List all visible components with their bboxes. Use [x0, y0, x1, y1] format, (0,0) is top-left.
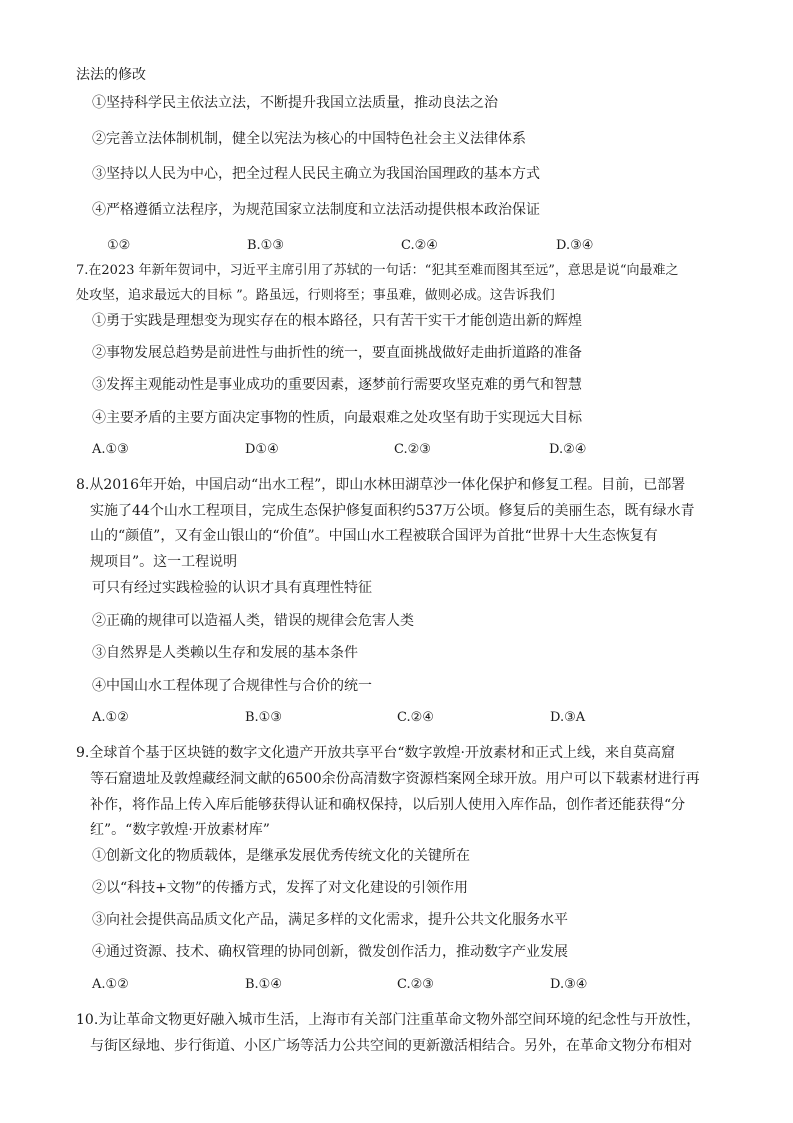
q9-stem-line-3: 补作，将作品上传入库后能够获得认证和确权保持，以后别人使用入库作品，创作者还能获得“分	[90, 797, 686, 813]
q8-option-b: B.①③	[245, 710, 282, 725]
q6-item-4: ④严格遵循立法程序，为规范国家立法制度和立法活动提供根本政治保证	[92, 202, 540, 218]
q7-item-4: ④主要矛盾的主要方面决定事物的性质，向最艰难之处攻坚有助于实现远大目标	[92, 410, 582, 426]
q7-option-c: C.②③	[394, 442, 431, 457]
q9-option-b: B.①④	[245, 977, 282, 992]
q6-item-1: ①坚持科学民主依法立法，不断提升我国立法质量，推动良法之治	[92, 95, 498, 111]
q8-item-4: ④中国山水工程体现了合规律性与合价的统一	[92, 678, 372, 694]
q6-option-d: D.③④	[556, 238, 594, 253]
q7-option-d: D.②④	[549, 442, 587, 457]
q9-item-1: ①创新文化的物质载体，是继承发展优秀传统文化的关键所在	[92, 848, 470, 864]
q8-stem-line-4: 规项目”。这一工程说明	[90, 554, 238, 570]
q10-stem-line-1: 10.为让革命文物更好融入城市生活，上海市有关部门注重革命文物外部空间环境的纪念性与开放性，	[76, 1012, 701, 1028]
q6-option-c: C.②④	[401, 238, 438, 253]
q9-stem-line-4: 红”。“数字敦煌·开放素材库”	[90, 822, 270, 838]
q8-option-c: C.②④	[397, 710, 434, 725]
q8-stem-line-1: 8.从2016年开始，中国启动“出水工程”，即山水林田湖草沙一体化保护和修复工程。目前，已部署	[76, 477, 686, 493]
q8-option-a: A.①②	[92, 710, 129, 725]
q9-option-c: C.②③	[397, 977, 434, 992]
q7-option-b: D①④	[245, 442, 279, 457]
q7-item-1: ①勇于实践是理想变为现实存在的根本路径，只有苦干实干才能创造出新的辉煌	[92, 313, 582, 329]
q8-item-1: 可只有经过实践检验的认识才具有真理性特征	[92, 580, 372, 596]
q9-item-3: ③向社会提供高品质文化产品，满足多样的文化需求，提升公共文化服务水平	[92, 912, 568, 928]
q10-stem-line-2: 与街区绿地、步行街道、小区广场等活力公共空间的更新激活相结合。另外，在革命文物分布相对	[90, 1038, 692, 1054]
q7-option-a: A.①③	[92, 442, 129, 457]
q8-stem-line-2: 实施了44个山水工程项目，完成生态保护修复面积约537万公顷。修复后的美丽生态，既有绿水青	[90, 503, 695, 519]
q6-stem-tail: 法法的修改	[76, 67, 146, 83]
q6-item-2: ②完善立法体制机制，健全以宪法为核心的中国特色社会主义法律体系	[92, 131, 526, 147]
q8-item-3: ③自然界是人类赖以生存和发展的基本条件	[92, 645, 358, 661]
q7-stem-line-2: 处攻坚，追求最远大的目标 ”。路虽远，行则将至；事虽难，做则必成。这告诉我们	[76, 288, 555, 303]
q9-item-4: ④通过资源、技术、确权管理的协同创新，微发创作活力，推动数字产业发展	[92, 944, 568, 960]
q9-option-d: D.③④	[550, 977, 588, 992]
q6-option-b: B.①③	[247, 238, 284, 253]
q7-item-3: ③发挥主观能动性是事业成功的重要因素，逐梦前行需要攻坚克难的勇气和智慧	[92, 377, 582, 393]
q6-item-3: ③坚持以人民为中心，把全过程人民民主确立为我国治国理政的基本方式	[92, 166, 540, 182]
q9-stem-line-1: 9.全球首个基于区块链的数字文化遗产开放共享平台“数字敦煌·开放素材和正式上线，来自莫高窟	[76, 745, 675, 761]
q7-item-2: ②事物发展总趋势是前进性与曲折性的统一，要直面挑战做好走曲折道路的准备	[92, 345, 582, 361]
q9-stem-line-2: 等石窟遗址及敦煌藏经洞文献的6500余份高清数字资源档案网全球开放。用户可以下载素材进行再	[90, 771, 700, 787]
q8-item-2: ②正确的规律可以造福人类，错误的规律会危害人类	[92, 613, 414, 629]
q6-option-a: ①②	[107, 238, 131, 253]
q7-stem-line-1: 7.在2023 年新年贺词中，习近平主席引用了苏轼的一句话：“犯其至难而图其至远”，意思是说“向最难之	[76, 263, 679, 278]
q8-stem-line-3: 山的“颜值”，又有金山银山的“价值”。中国山水工程被联合国评为首批“世界十大生态恢复有	[90, 528, 658, 544]
q9-option-a: A.①②	[92, 977, 129, 992]
q8-option-d: D.③A	[550, 710, 586, 725]
q9-item-2: ②以“科技+文物”的传播方式，发挥了对文化建设的引领作用	[92, 880, 469, 896]
